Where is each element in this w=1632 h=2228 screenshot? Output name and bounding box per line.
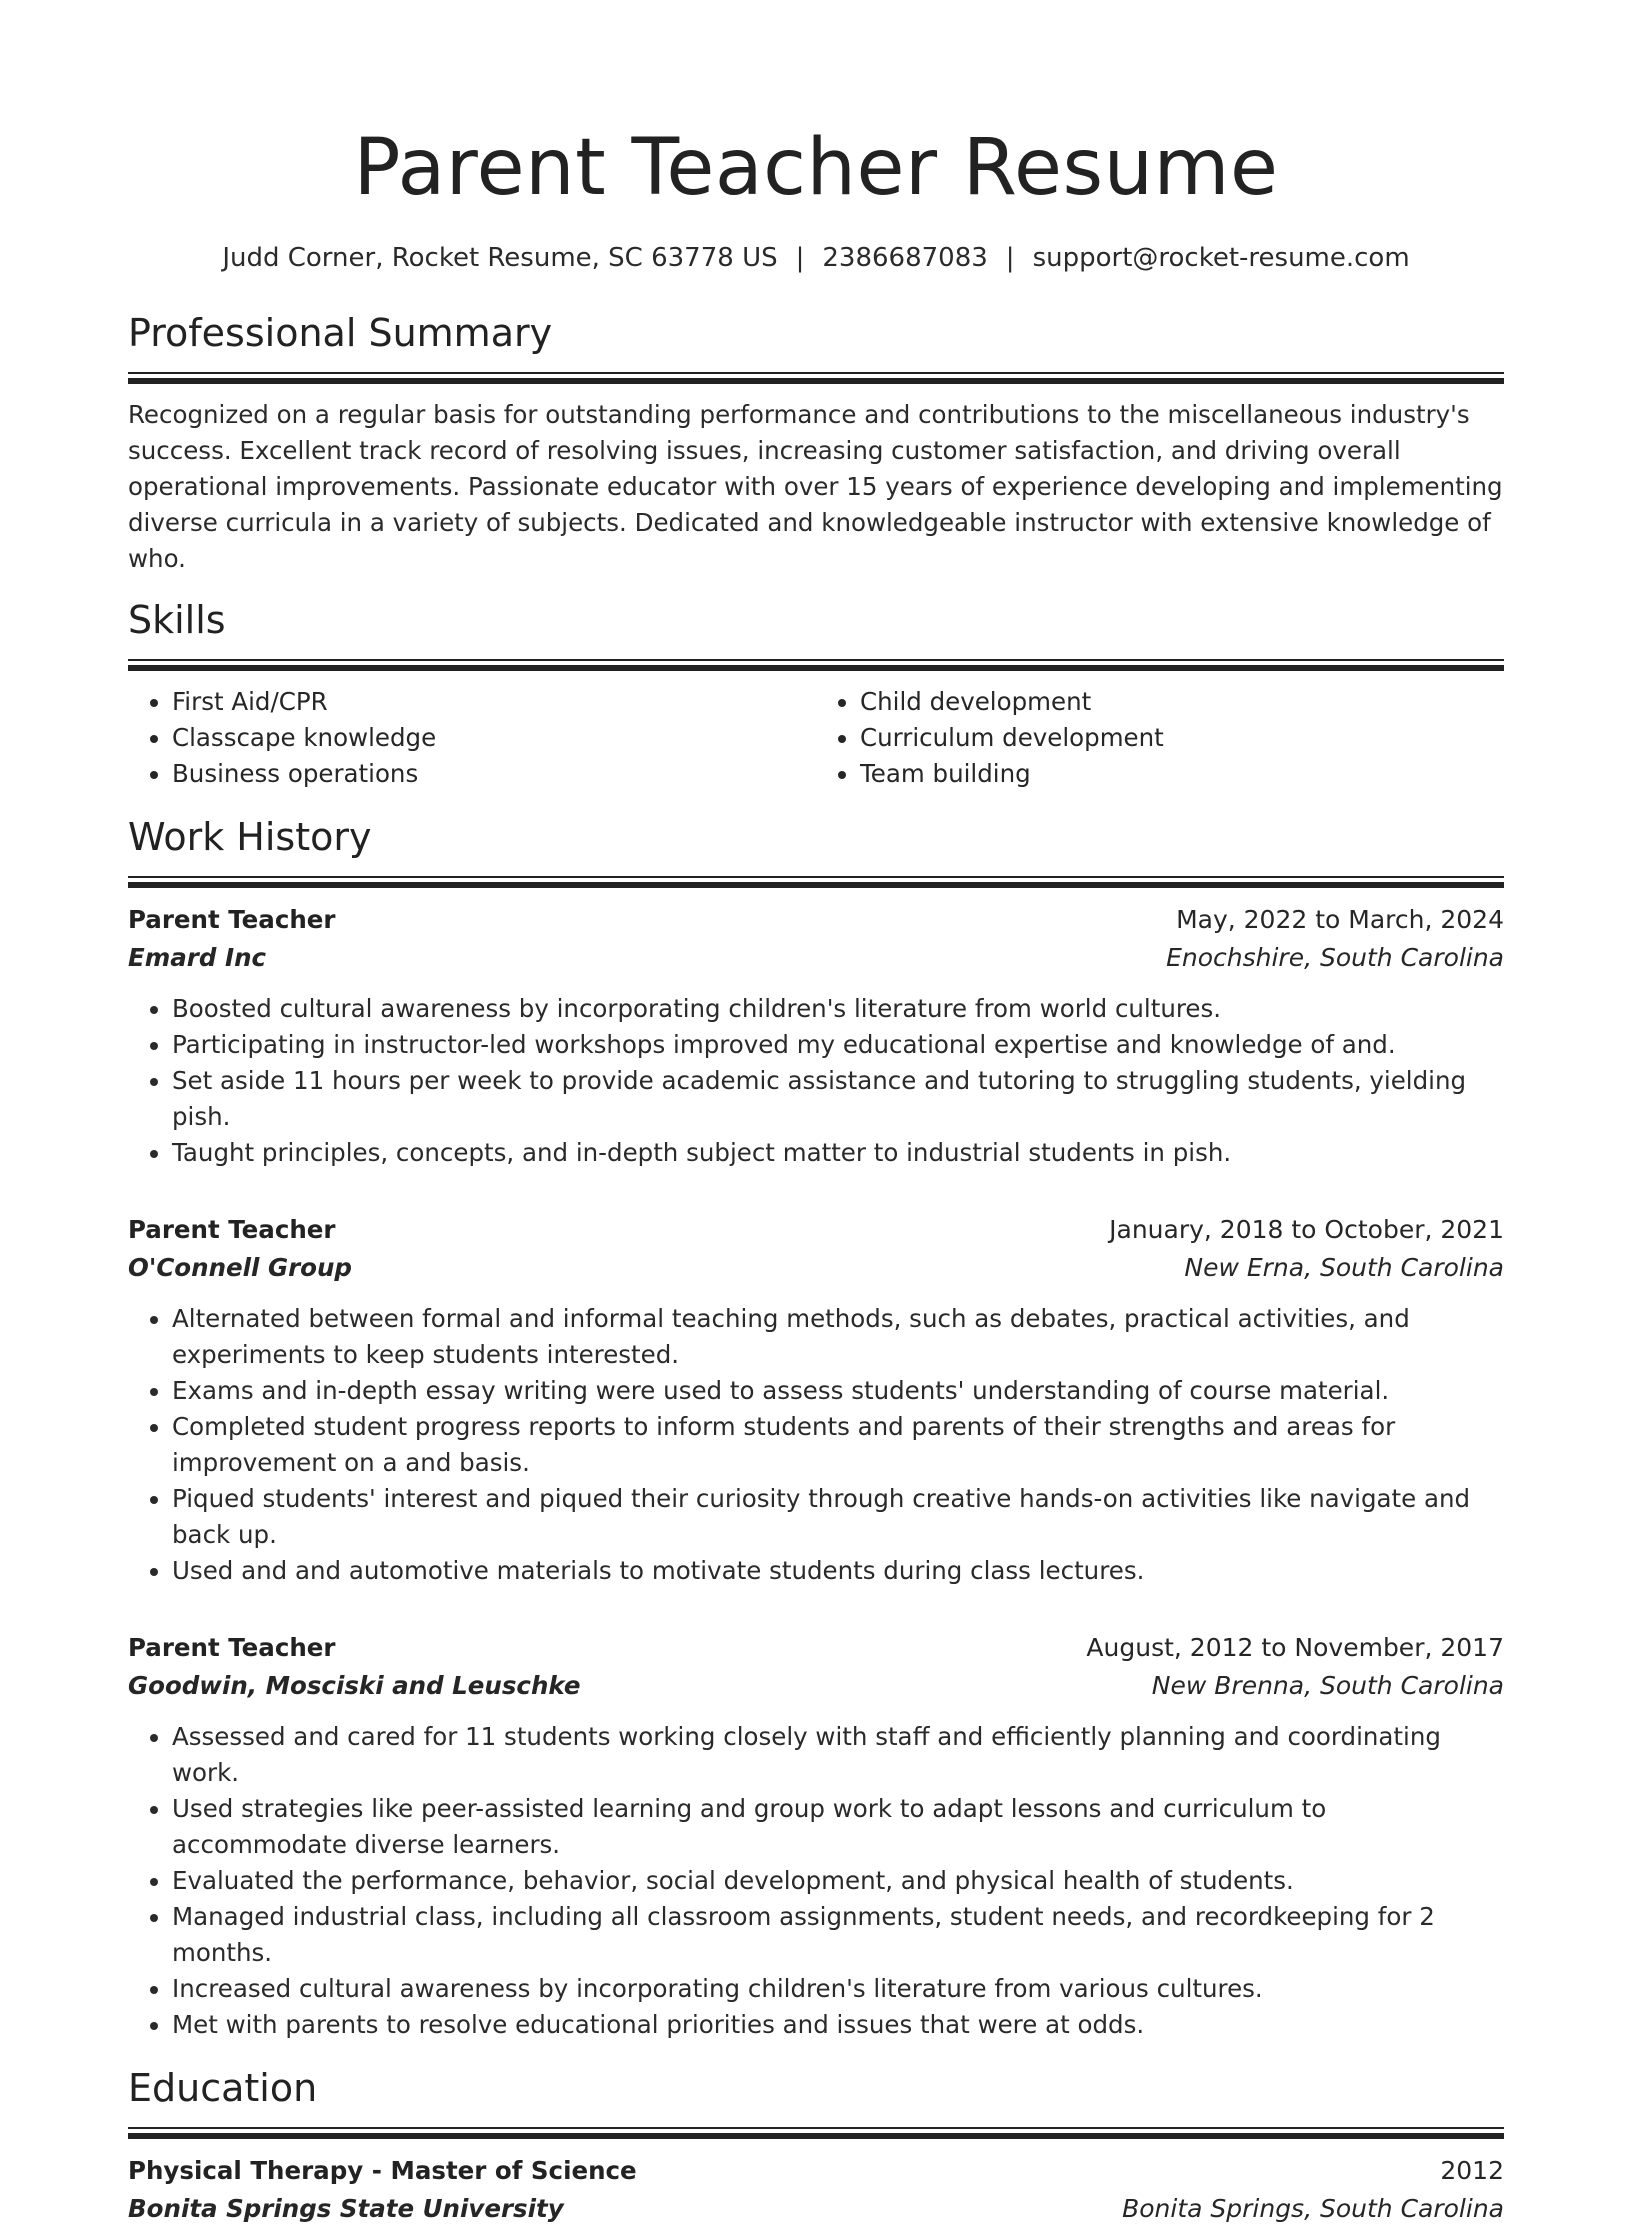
section-divider xyxy=(128,659,1504,670)
job-bullet: • Evaluated the performance, behavior, social development, and physical health of students. xyxy=(172,1863,1504,1899)
education-year: 2012 xyxy=(1440,2156,1504,2185)
job-bullet: • Used strategies like peer-assisted learning and group work to adapt lessons and curriculum to accommodate diverse learners. xyxy=(172,1791,1504,1863)
job-entry xyxy=(128,1211,1504,1589)
education-location: Bonita Springs, South Carolina xyxy=(1122,2194,1504,2223)
job-bullet: • Alternated between formal and informal teaching methods, such as debates, practical activities, and experiments to keep students interested. xyxy=(172,1301,1504,1373)
job-company: O'Connell Group xyxy=(128,1253,352,1282)
job-location: New Erna, South Carolina xyxy=(1184,1253,1504,1282)
job-bullet: • Completed student progress reports to inform students and parents of their strengths and areas for improvement on a and basis. xyxy=(172,1409,1504,1481)
contact-email: support@rocket-resume.com xyxy=(1032,243,1410,273)
job-bullet: • Set aside 11 hours per week to provide academic assistance and tutoring to struggling students, yielding pish. xyxy=(172,1063,1504,1135)
skill-item: • Classcape knowledge xyxy=(172,720,816,756)
education-entry xyxy=(128,2152,1504,2228)
skills-section xyxy=(128,595,1504,792)
education-section xyxy=(128,2063,1504,2228)
job-bullet: • Exams and in-depth essay writing were used to assess students' understanding of course material. xyxy=(172,1373,1504,1409)
section-divider xyxy=(128,2127,1504,2138)
section-heading-skills: Skills xyxy=(128,598,226,642)
skill-item: • Curriculum development xyxy=(860,720,1504,756)
job-title: Parent Teacher xyxy=(128,905,336,934)
job-entry xyxy=(128,901,1504,1171)
contact-separator: | xyxy=(795,243,805,273)
job-dates: January, 2018 to October, 2021 xyxy=(1109,1215,1504,1244)
summary-section xyxy=(128,308,1504,577)
job-bullets xyxy=(128,1719,1504,2043)
education-degree: Physical Therapy - Master of Science xyxy=(128,2156,637,2185)
work-history-section xyxy=(128,812,1504,2043)
education-school: Bonita Springs State University xyxy=(128,2194,564,2223)
skill-item: • Child development xyxy=(860,684,1504,720)
resume-title: Parent Teacher Resume xyxy=(353,123,1279,213)
contact-phone: 2386687083 xyxy=(822,243,988,273)
skill-item: • First Aid/CPR xyxy=(172,684,816,720)
job-bullet: • Boosted cultural awareness by incorporating children's literature from world cultures. xyxy=(172,991,1504,1027)
job-location: New Brenna, South Carolina xyxy=(1151,1671,1504,1700)
job-dates: May, 2022 to March, 2024 xyxy=(1176,905,1504,934)
job-bullet: • Met with parents to resolve educational priorities and issues that were at odds. xyxy=(172,2007,1504,2043)
job-company: Emard Inc xyxy=(128,943,267,972)
skill-item: • Team building xyxy=(860,756,1504,792)
job-bullet: • Taught principles, concepts, and in-depth subject matter to industrial students in pish. xyxy=(172,1135,1504,1171)
job-bullet: • Managed industrial class, including all classroom assignments, student needs, and recordkeeping for 2 months. xyxy=(172,1899,1504,1971)
skills-list xyxy=(128,684,1504,792)
job-entry xyxy=(128,1629,1504,2043)
job-bullet: • Assessed and cared for 11 students working closely with staff and efficiently planning and coordinating work. xyxy=(172,1719,1504,1791)
job-location: Enochshire, South Carolina xyxy=(1166,943,1504,972)
job-title: Parent Teacher xyxy=(128,1633,336,1662)
job-bullets xyxy=(128,991,1504,1171)
section-heading-summary: Professional Summary xyxy=(128,311,553,355)
skills-column-left xyxy=(128,684,816,792)
job-title: Parent Teacher xyxy=(128,1215,336,1244)
contact-address: Judd Corner, Rocket Resume, SC 63778 US xyxy=(222,243,778,273)
summary-text: Recognized on a regular basis for outstanding performance and contributions to the miscellaneous industry's success. Excellent track record of resolving issues, increasing customer satisfaction, and driving overall operational improvements. Passionate educator with over 15 years of experience developing and implementing diverse curricula in a variety of subjects. Dedicated and knowledgeable instructor with extensive knowledge of who. xyxy=(128,400,1503,573)
skills-column-right xyxy=(816,684,1504,792)
job-bullet: • Participating in instructor-led workshops improved my educational expertise and knowledge of and. xyxy=(172,1027,1504,1063)
skill-item: • Business operations xyxy=(172,756,816,792)
job-company: Goodwin, Mosciski and Leuschke xyxy=(128,1671,581,1700)
contact-line xyxy=(128,240,1504,276)
job-bullet: • Used and and automotive materials to motivate students during class lectures. xyxy=(172,1553,1504,1589)
job-dates: August, 2012 to November, 2017 xyxy=(1086,1633,1504,1662)
section-heading-education: Education xyxy=(128,2066,318,2110)
contact-separator: | xyxy=(1005,243,1015,273)
section-heading-work: Work History xyxy=(128,815,372,859)
job-bullet: • Piqued students' interest and piqued their curiosity through creative hands-on activities like navigate and back up. xyxy=(172,1481,1504,1553)
job-bullet: • Increased cultural awareness by incorporating children's literature from various cultures. xyxy=(172,1971,1504,2007)
section-divider xyxy=(128,876,1504,887)
section-divider xyxy=(128,372,1504,383)
job-bullets xyxy=(128,1301,1504,1589)
